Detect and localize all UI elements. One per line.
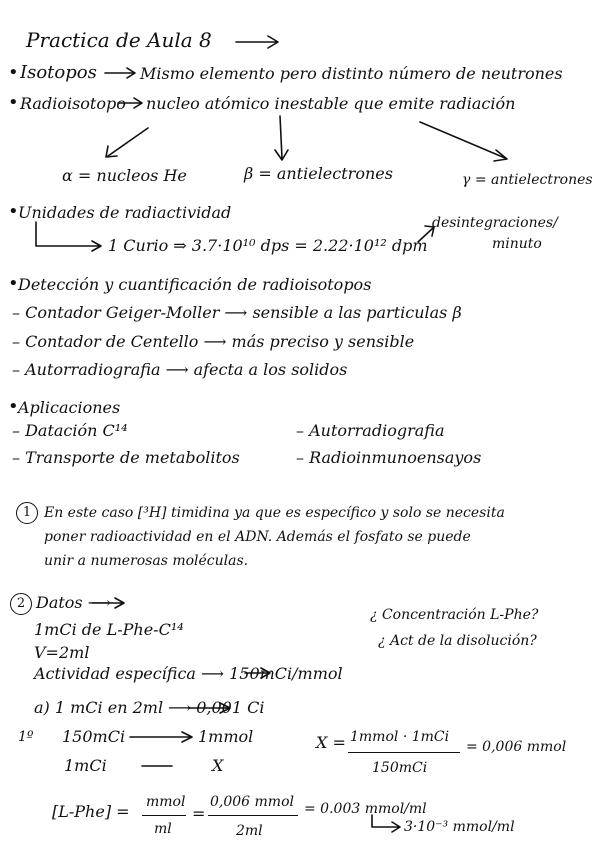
answer-line: En este caso [³H] timidina ya que es específico y solo se necesita [44,505,505,521]
radioisotopo-label: Radioisotopo [20,94,126,113]
detector-item: – Contador Geiger-Moller ⟶ sensible a las particulas β [12,303,462,322]
x-numerator: 1mmol · 1mCi [350,729,450,745]
bullet-radio: • [8,92,19,113]
conc-numerator: 0,006 mmol [210,794,294,810]
x-denominator: 150mCi [372,760,428,776]
bullet-unidades: • [8,201,19,222]
radioisotopo-definition: nucleo atómico inestable que emite radiación [146,94,516,113]
bullet-deteccion: • [8,273,19,294]
x-lhs: X = [316,733,346,752]
conc-denominator: 2ml [236,823,263,839]
conc-result: = 0.003 mmol/ml [304,801,427,817]
step-a: a) 1 mCi en 2ml ⟶ 0,001 Ci [34,698,265,717]
aplicacion-item: – Transporte de metabolitos [12,448,240,467]
datos-line: Actividad específica ⟶ 150mCi/mmol [34,664,343,683]
rule-value: 150mCi [62,727,126,746]
rule-value: 1mCi [64,756,107,775]
aplicacion-item: – Radioinmunoensayos [296,448,482,467]
question-actividad: ¿ Act de la disolución? [378,633,537,649]
conc-final: 3·10⁻³ mmol/ml [404,819,515,835]
page-title: Practica de Aula 8 [26,28,212,52]
aplicacion-item: – Datación C¹⁴ [12,421,128,440]
isotopos-label: Isotopos [20,62,97,83]
conc-numerator: mmol [146,794,186,810]
question-concentracion: ¿ Concentración L-Phe? [370,607,539,623]
curio-equation: 1 Curio ⇒ 3.7·10¹⁰ dps = 2.22·10¹² dpm [108,236,428,255]
aplicacion-item: – Autorradiografia [296,421,445,440]
alpha-definition: α = nucleos He [62,166,187,185]
detector-item: – Autorradiografia ⟶ afecta a los solidos [12,360,348,379]
x-result: = 0,006 mmol [466,739,567,755]
question-number: 1 [16,502,38,524]
conc-lhs: [L-Phe] = [52,802,130,821]
conc-denominator: ml [154,821,172,837]
conc-equals: = [192,804,206,823]
step-number: 1º [18,729,34,745]
minuto-label: minuto [492,236,542,252]
beta-definition: β = antielectrones [244,164,393,183]
unidades-heading: Unidades de radiactividad [18,203,232,222]
question-number: 2 [10,593,32,615]
aplicaciones-heading: Aplicaciones [18,398,121,417]
answer-line: unir a numerosas moléculas. [44,553,249,569]
rule-value: 1mmol [198,727,254,746]
answer-line: poner radioactividad en el ADN. Además el fosfato se puede [44,529,471,545]
bullet-aplicaciones: • [8,396,19,417]
bullet-isotopos: • [8,62,19,83]
fraction-bar [208,815,298,816]
datos-line: V=2ml [34,643,90,662]
datos-line: 1mCi de L-Phe-C¹⁴ [34,620,184,639]
isotopos-definition: Mismo elemento pero distinto número de neutrones [140,64,563,83]
desintegraciones-label: desintegraciones/ [432,215,558,231]
detector-item: – Contador de Centello ⟶ más preciso y sensible [12,332,415,351]
rule-value: X [212,756,224,775]
fraction-bar [142,815,186,816]
fraction-bar [348,752,460,753]
gamma-definition: γ = antielectrones [462,172,593,188]
datos-label: Datos ⟶ [36,593,111,612]
deteccion-heading: Detección y cuantificación de radioisotopos [18,275,372,294]
